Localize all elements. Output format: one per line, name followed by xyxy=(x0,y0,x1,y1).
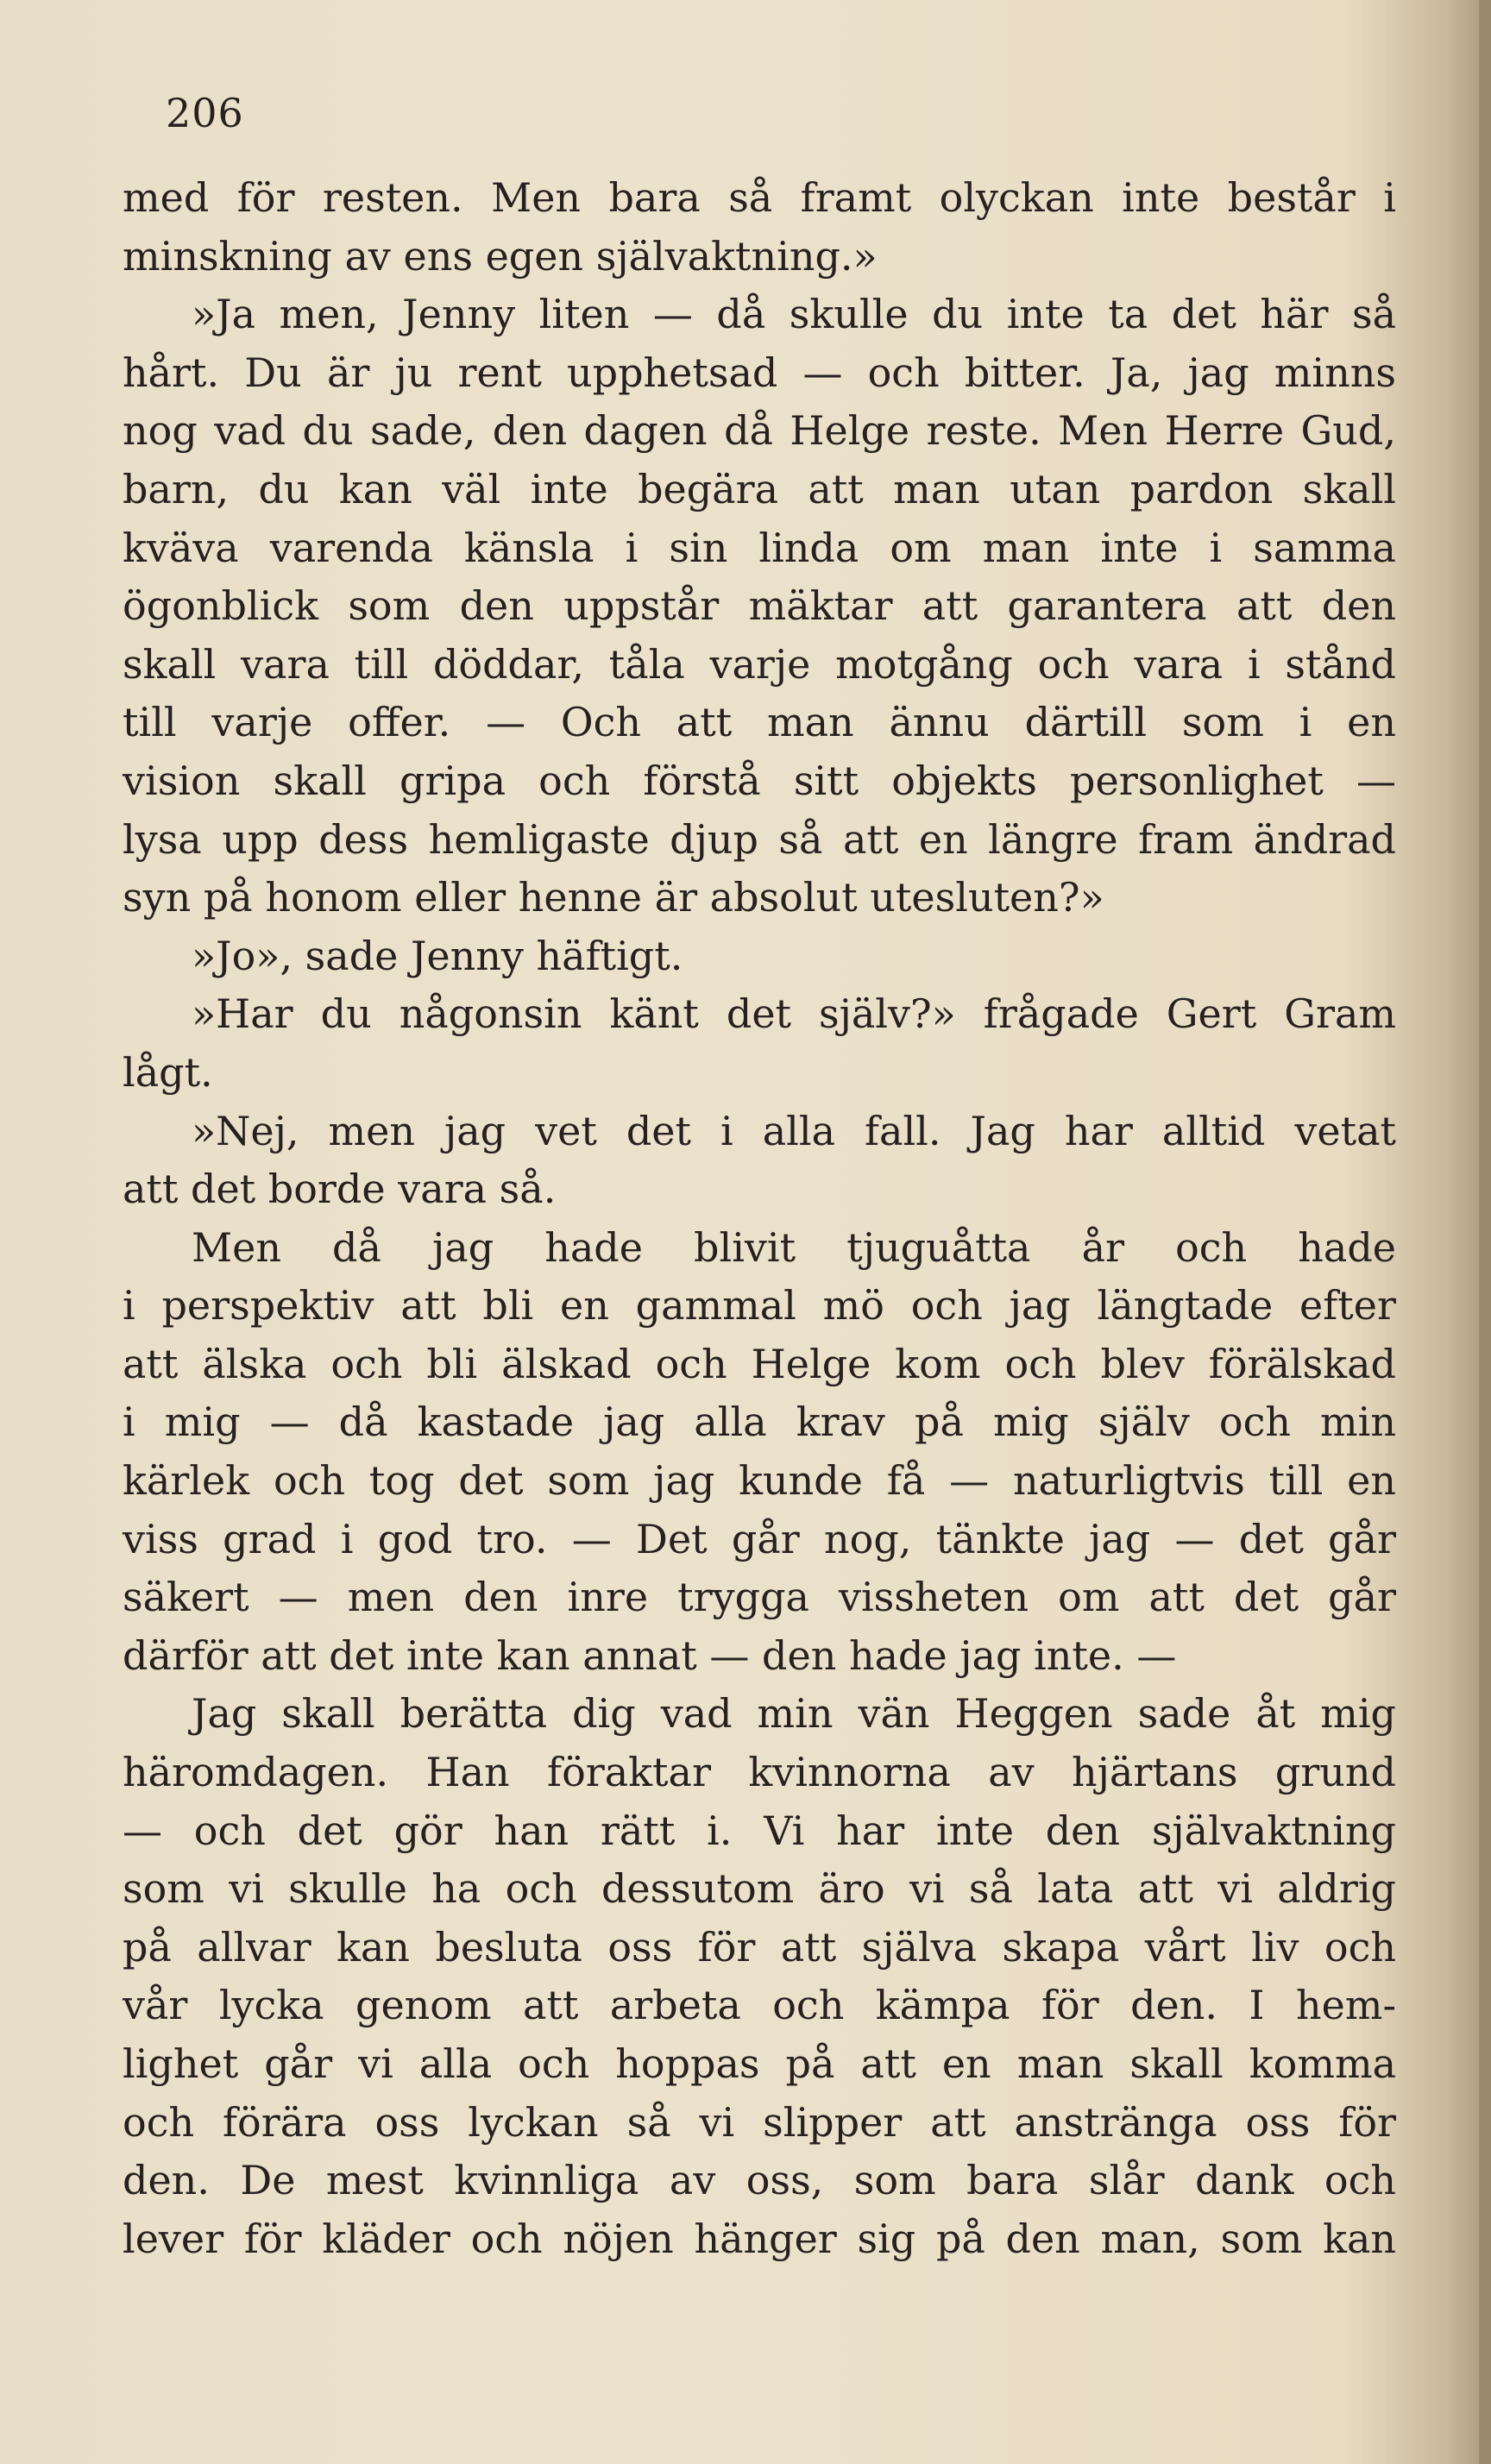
text-line: vår lycka genom att arbeta och kämpa för den. I hem- xyxy=(123,1982,1396,2029)
text-line: viss grad i god tro. — Det går nog, tänkte jag — det går xyxy=(123,1515,1396,1562)
text-line: på allvar kan besluta oss för att själva skapa vårt liv och xyxy=(123,1923,1396,1971)
text-line: Jag skall berätta dig vad min vän Heggen sade åt mig xyxy=(192,1690,1396,1738)
text-line: den. De mest kvinnliga av oss, som bara slår dank och xyxy=(123,2157,1396,2204)
text-line: barn, du kan väl inte begära att man utan pardon skall xyxy=(123,465,1396,512)
text-line: »Har du någonsin känt det själv?» frågade Gert Gram xyxy=(192,990,1396,1038)
text-line: Men då jag hade blivit tjuguåtta år och hade xyxy=(192,1223,1396,1271)
text-line: i mig — då kastade jag alla krav på mig själv och min xyxy=(123,1399,1396,1446)
page-edge-shadow xyxy=(1479,0,1491,2464)
text-line: »Jo», sade Jenny häftigt. xyxy=(192,932,683,979)
text-line: hårt. Du är ju rent upphetsad — och bitter. Ja, jag minns xyxy=(123,349,1396,396)
text-line: i perspektiv att bli en gammal mö och jag längtade efter xyxy=(123,1282,1396,1329)
text-line: lever för kläder och nöjen hänger sig på den man, som kan xyxy=(123,2215,1396,2262)
text-line: som vi skulle ha och dessutom äro vi så lata att vi aldrig xyxy=(123,1865,1396,1913)
text-line: därför att det inte kan annat — den hade jag inte. — xyxy=(123,1631,1177,1679)
text-line: lighet går vi alla och hoppas på att en man skall komma xyxy=(123,2040,1396,2087)
body-text xyxy=(123,169,1396,2268)
text-line: till varje offer. — Och att man ännu därtill som i en xyxy=(123,699,1396,746)
text-line: säkert — men den inre trygga vissheten om att det går xyxy=(123,1574,1396,1621)
text-line: att älska och bli älskad och Helge kom och blev förälskad xyxy=(123,1340,1396,1387)
text-line: syn på honom eller henne är absolut utesluten?» xyxy=(123,874,1104,921)
text-line: häromdagen. Han föraktar kvinnorna av hjärtans grund xyxy=(123,1749,1396,1796)
text-line: och förära oss lyckan så vi slipper att anstränga oss för xyxy=(123,2098,1396,2146)
text-line: med för resten. Men bara så framt olyckan inte består i xyxy=(123,174,1396,221)
text-line: — och det gör han rätt i. Vi har inte den självaktning xyxy=(123,1807,1396,1854)
text-line: vision skall gripa och förstå sitt objekts personlighet — xyxy=(123,757,1396,804)
text-line: minskning av ens egen självaktning.» xyxy=(123,232,878,280)
text-line: kväva varenda känsla i sin linda om man inte i samma xyxy=(123,524,1396,571)
text-line: lågt. xyxy=(123,1048,213,1096)
text-line: nog vad du sade, den dagen då Helge reste. Men Herre Gud, xyxy=(123,407,1396,455)
text-line: »Nej, men jag vet det i alla fall. Jag har alltid vetat xyxy=(192,1107,1396,1154)
text-line: »Ja men, Jenny liten — då skulle du inte ta det här så xyxy=(192,291,1396,338)
text-line: att det borde vara så. xyxy=(123,1166,557,1213)
page-number: 206 xyxy=(166,90,244,136)
text-line: lysa upp dess hemligaste djup så att en längre fram ändrad xyxy=(123,815,1396,863)
text-line: kärlek och tog det som jag kunde få — naturligtvis till en xyxy=(123,1457,1396,1505)
text-line: ögonblick som den uppstår mäktar att garantera att den xyxy=(123,582,1396,630)
text-line: skall vara till döddar, tåla varje motgång och vara i stånd xyxy=(123,640,1396,688)
